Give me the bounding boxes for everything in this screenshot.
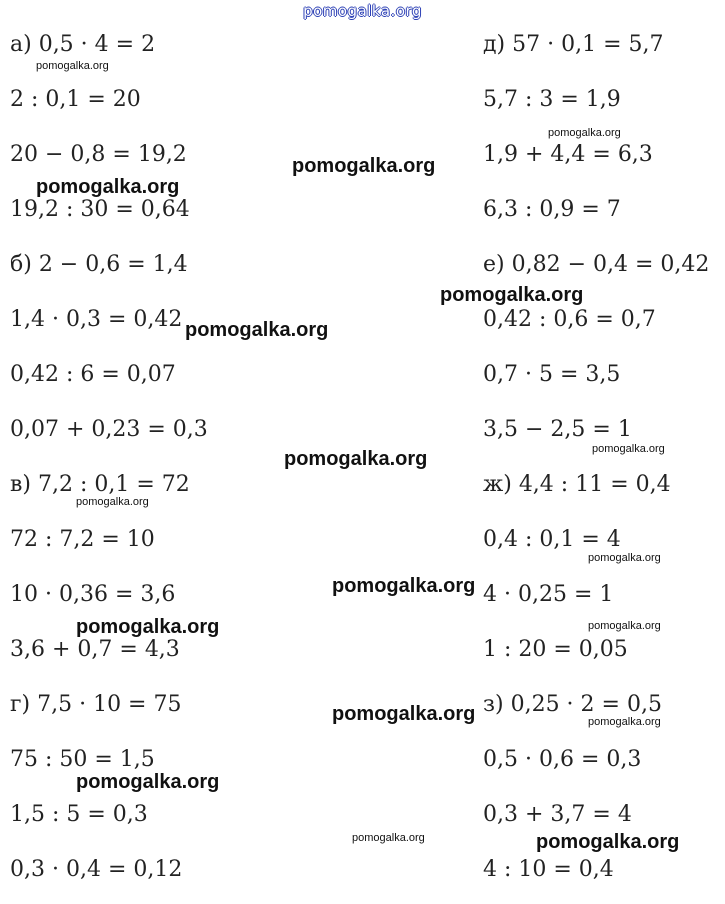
watermark: pomogalka.org [76, 771, 220, 793]
equation-line: 4 : 10 = 0,4 [483, 857, 614, 882]
equation-line: 20 − 0,8 = 19,2 [10, 142, 187, 167]
watermark: pomogalka.org [440, 284, 584, 306]
watermark: pomogalka.org [588, 716, 661, 728]
watermark: pomogalka.org [284, 448, 428, 470]
equation-line: 5,7 : 3 = 1,9 [483, 87, 621, 112]
equation-line: 75 : 50 = 1,5 [10, 747, 155, 772]
equation-line: ж) 4,4 : 11 = 0,4 [483, 472, 671, 497]
equation-line: в) 7,2 : 0,1 = 72 [10, 472, 190, 497]
equation-line: 0,7 · 5 = 3,5 [483, 362, 621, 387]
equation-line: г) 7,5 · 10 = 75 [10, 692, 182, 717]
watermark: pomogalka.org [76, 496, 149, 508]
watermark: pomogalka.org [588, 620, 661, 632]
equation-line: 0,5 · 0,6 = 0,3 [483, 747, 642, 772]
equation-line: 6,3 : 0,9 = 7 [483, 197, 621, 222]
watermark: pomogalka.org [185, 319, 329, 341]
watermark: pomogalka.org [588, 552, 661, 564]
equation-line: 2 : 0,1 = 20 [10, 87, 141, 112]
watermark: pomogalka.org [536, 831, 680, 853]
equation-line: д) 57 · 0,1 = 5,7 [483, 32, 664, 57]
equation-line: 0,07 + 0,23 = 0,3 [10, 417, 208, 442]
equation-line: 72 : 7,2 = 10 [10, 527, 155, 552]
watermark: pomogalka.org [332, 703, 476, 725]
watermark: pomogalka.org [592, 443, 665, 455]
equation-line: 19,2 : 30 = 0,64 [10, 197, 190, 222]
equation-line: 0,42 : 0,6 = 0,7 [483, 307, 656, 332]
equation-line: 1,9 + 4,4 = 6,3 [483, 142, 653, 167]
equation-line: 3,6 + 0,7 = 4,3 [10, 637, 180, 662]
watermark: pomogalka.org [36, 176, 180, 198]
equation-line: 4 · 0,25 = 1 [483, 582, 614, 607]
watermark: pomogalka.org [36, 60, 109, 72]
equation-line: б) 2 − 0,6 = 1,4 [10, 252, 188, 277]
equation-line: 0,3 · 0,4 = 0,12 [10, 857, 183, 882]
equation-line: а) 0,5 · 4 = 2 [10, 32, 156, 57]
equation-line: 0,42 : 6 = 0,07 [10, 362, 176, 387]
equation-line: 10 · 0,36 = 3,6 [10, 582, 176, 607]
equation-line: 0,4 : 0,1 = 4 [483, 527, 621, 552]
equation-line: е) 0,82 − 0,4 = 0,42 [483, 252, 710, 277]
watermark: pomogalka.org [332, 575, 476, 597]
site-header-link[interactable]: pomogalka.org [303, 2, 422, 20]
watermark: pomogalka.org [352, 832, 425, 844]
watermark: pomogalka.org [292, 155, 436, 177]
watermark: pomogalka.org [548, 127, 621, 139]
equation-line: 1,5 : 5 = 0,3 [10, 802, 148, 827]
watermark: pomogalka.org [76, 616, 220, 638]
equation-line: 3,5 − 2,5 = 1 [483, 417, 632, 442]
equation-line: 1,4 · 0,3 = 0,42 [10, 307, 183, 332]
equation-line: 0,3 + 3,7 = 4 [483, 802, 632, 827]
equation-line: 1 : 20 = 0,05 [483, 637, 628, 662]
equation-line: з) 0,25 · 2 = 0,5 [483, 692, 662, 717]
